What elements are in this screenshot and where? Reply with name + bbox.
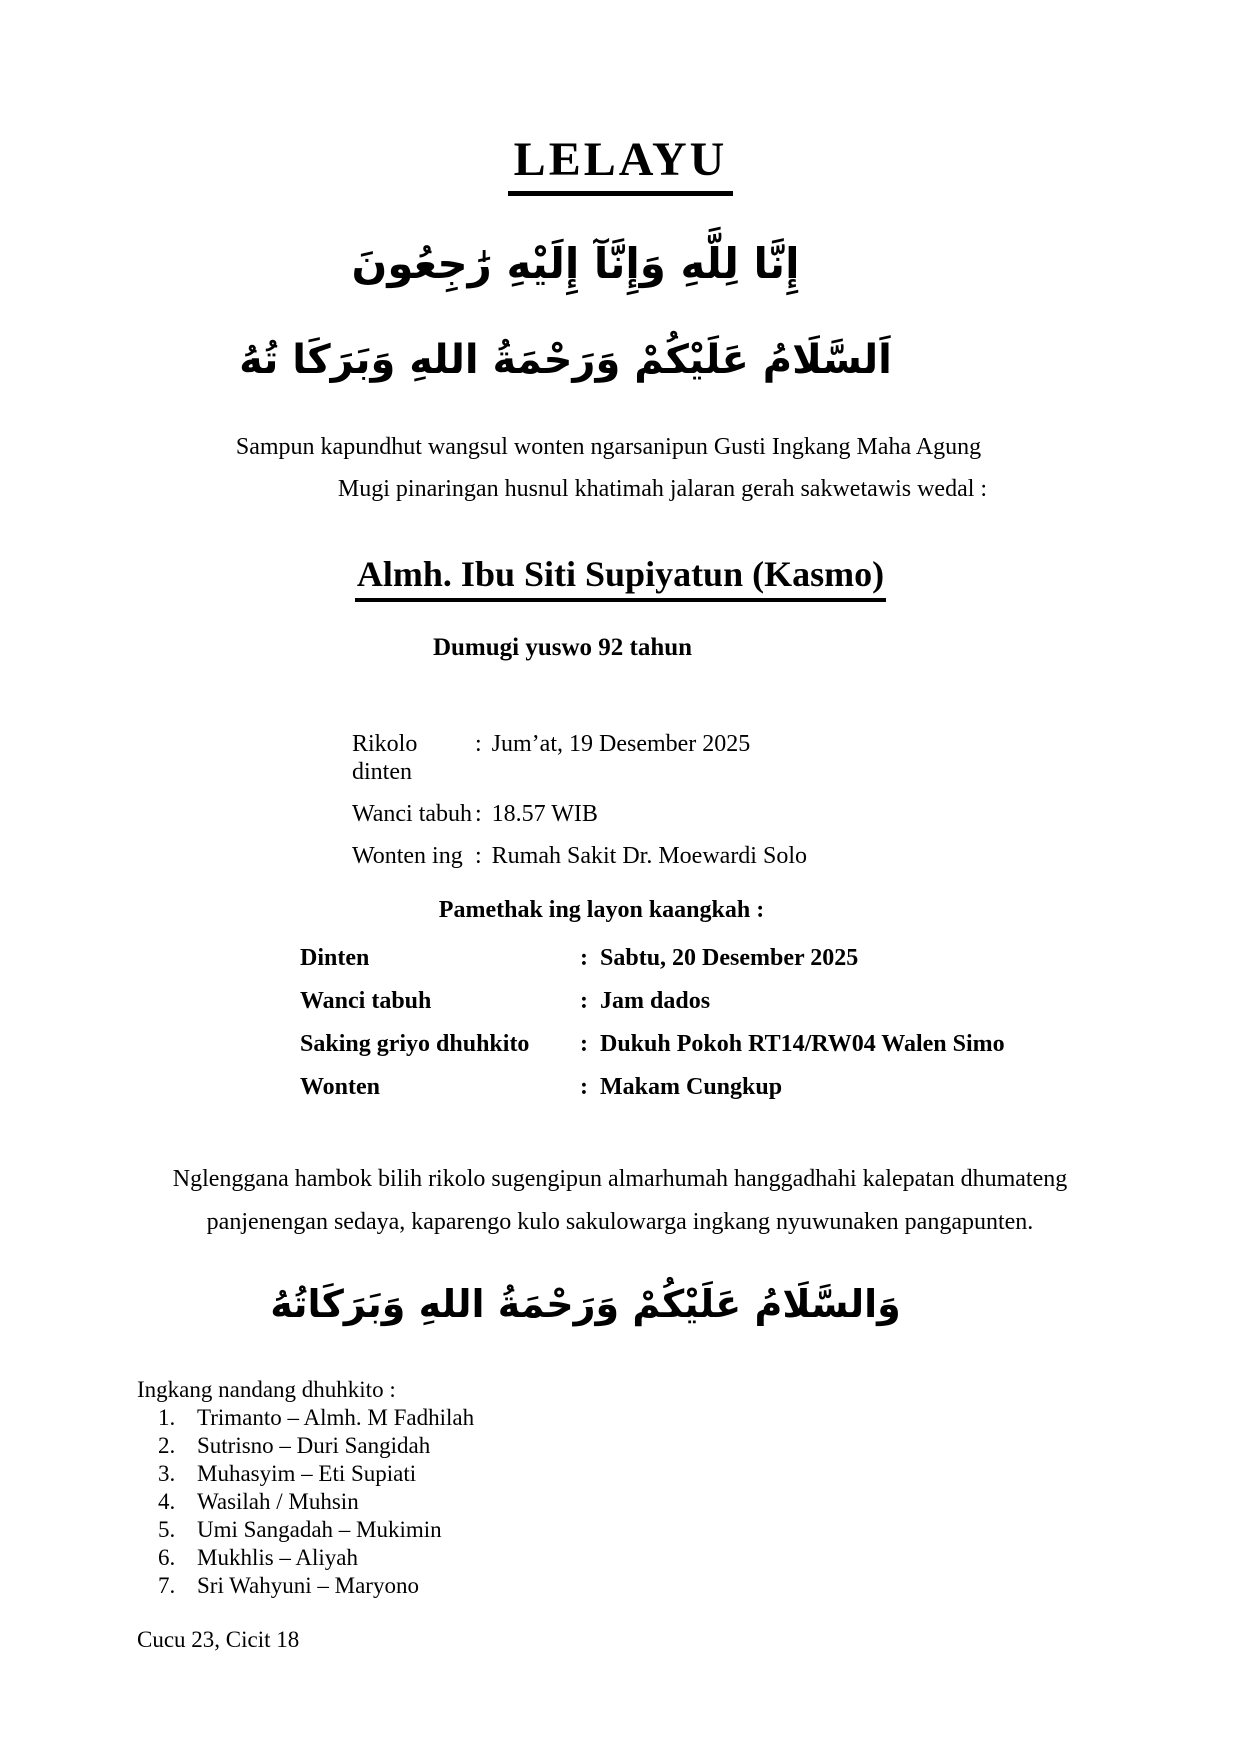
deceased-age-line: Dumugi yuswo 92 tahun	[432, 634, 693, 661]
mourner-item-number: 4.	[158, 1489, 176, 1514]
arabic-salam-opening: اَلسَّلَامُ عَلَيْكُمْ وَرَحْمَةُ اللهِ وَبَرَكَا تُهُ	[239, 337, 892, 383]
kv-label: Wonten	[300, 1074, 381, 1100]
deceased-name: Almh. Ibu Siti Supiyatun (Kasmo)	[355, 554, 886, 602]
mourners-heading: Ingkang nandang dhuhkito :	[137, 1377, 396, 1402]
kv-value: Rumah Sakit Dr. Moewardi Solo	[491, 843, 807, 869]
death-detail-row-time	[352, 800, 807, 828]
funeral-detail-row-grave	[300, 1073, 1005, 1101]
mourner-item-text: Sutrisno – Duri Sangidah	[197, 1433, 431, 1458]
document-title: LELAYU	[508, 134, 734, 196]
kv-value: 18.57 WIB	[491, 801, 598, 827]
mourner-item-number: 2.	[158, 1433, 176, 1458]
deceased-name-row	[0, 554, 1241, 602]
kv-colon: :	[475, 731, 482, 757]
mourner-item-text: Wasilah / Muhsin	[197, 1489, 359, 1514]
kv-colon: :	[580, 1031, 588, 1057]
funeral-detail-row-time	[300, 987, 1005, 1015]
kv-value: Makam Cungkup	[600, 1074, 783, 1100]
arabic-istirja-verse: إِنَّا لِلَّهِ وَإِنَّآ إِلَيْهِ رَٰجِعُونَ	[351, 239, 800, 288]
kv-colon: :	[475, 801, 482, 827]
death-details-block	[352, 730, 807, 884]
mourner-list-item	[137, 1572, 474, 1600]
mourners-section	[137, 1376, 474, 1600]
kv-label: Dinten	[300, 945, 370, 971]
kv-label: Saking griyo dhuhkito	[300, 1031, 530, 1057]
mourner-list-item	[137, 1516, 474, 1544]
grandchildren-count-line: Cucu 23, Cicit 18	[137, 1627, 300, 1652]
funeral-detail-row-home	[300, 1030, 1005, 1058]
funeral-heading: Pamethak ing layon kaangkah :	[438, 897, 765, 923]
mourner-list-item	[137, 1544, 474, 1572]
kv-colon: :	[580, 945, 588, 971]
apology-paragraph: Nglenggana hambok bilih rikolo sugengipun almarhumah hanggadhahi kalepatan dhumateng panjenengan sedaya, kaparengo kulo sakulowarga ingkang nyuwunaken pangapunten.	[172, 1166, 1068, 1235]
funeral-details-block	[300, 944, 1005, 1116]
mourner-item-text: Umi Sangadah – Mukimin	[197, 1517, 442, 1542]
mourner-item-number: 5.	[158, 1517, 176, 1542]
mourner-list-item	[137, 1432, 474, 1460]
mourner-list-item	[137, 1404, 474, 1432]
intro-line-2: Mugi pinaringan husnul khatimah jalaran gerah sakwetawis wedal :	[337, 476, 988, 502]
kv-value: Jum’at, 19 Desember 2025	[491, 731, 751, 757]
kv-label: Wanci tabuh	[352, 801, 473, 827]
mourner-item-number: 7.	[158, 1573, 176, 1598]
mourner-item-number: 1.	[158, 1405, 176, 1430]
kv-label: Wanci tabuh	[300, 988, 432, 1014]
intro-line-1: Sampun kapundhut wangsul wonten ngarsanipun Gusti Ingkang Maha Agung	[235, 434, 982, 460]
arabic-salam-closing: وَالسَّلَامُ عَلَيْكُمْ وَرَحْمَةُ اللهِ وَبَرَكَاتُهُ	[270, 1282, 901, 1326]
kv-label: Rikolo dinten	[352, 731, 418, 785]
death-detail-row-place	[352, 842, 807, 870]
funeral-detail-row-day	[300, 944, 1005, 972]
title-row	[0, 134, 1241, 196]
kv-colon: :	[580, 988, 588, 1014]
mourner-item-text: Mukhlis – Aliyah	[197, 1545, 359, 1570]
mourner-item-number: 3.	[158, 1461, 176, 1486]
kv-colon: :	[475, 843, 482, 869]
death-detail-row-day	[352, 730, 807, 786]
mourner-item-text: Sri Wahyuni – Maryono	[197, 1573, 419, 1598]
mourner-item-text: Trimanto – Almh. M Fadhilah	[197, 1405, 475, 1430]
kv-value: Jam dados	[600, 988, 711, 1014]
kv-value: Sabtu, 20 Desember 2025	[600, 945, 859, 971]
mourner-item-text: Muhasyim – Eti Supiati	[197, 1461, 417, 1486]
kv-label: Wonten ing	[352, 843, 463, 869]
kv-value: Dukuh Pokoh RT14/RW04 Walen Simo	[600, 1031, 1005, 1057]
mourner-item-number: 6.	[158, 1545, 176, 1570]
mourner-list-item	[137, 1460, 474, 1488]
mourner-list-item	[137, 1488, 474, 1516]
kv-colon: :	[580, 1074, 588, 1100]
